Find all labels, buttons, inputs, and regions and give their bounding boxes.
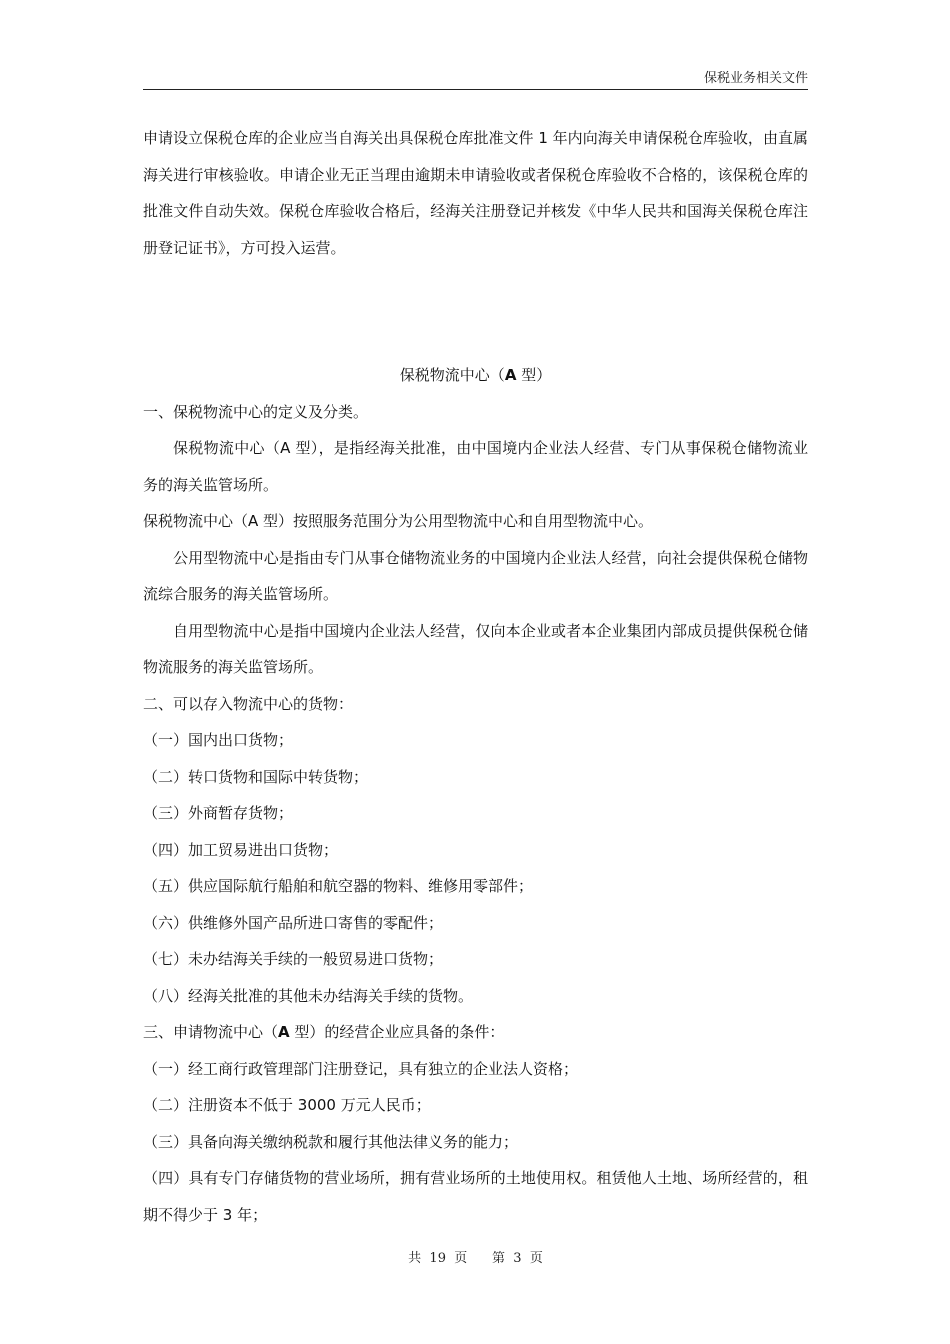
list-item: （三）具备向海关缴纳税款和履行其他法律义务的能力； — [143, 1132, 519, 1151]
part1-paragraph-4: 自用型物流中心是指中国境内企业法人经营，仅向本企业或者本企业集团内部成员提供保税仓储物流服务的海关监管场所。 — [143, 621, 808, 676]
list-item: （一）经工商行政管理部门注册登记，具有独立的企业法人资格； — [143, 1059, 579, 1078]
document-body — [143, 120, 808, 1233]
part1-paragraph-1: 保税物流中心（A 型），是指经海关批准，由中国境内企业法人经营、专门从事保税仓储物流业务的海关监管场所。 — [143, 439, 808, 494]
list-item: （四）加工贸易进出口货物； — [143, 840, 339, 859]
list-item: （六）供维修外国产品所进口寄售的零配件； — [143, 913, 444, 932]
part3-heading-bold: A — [278, 1023, 290, 1041]
section-title — [143, 357, 808, 394]
page-footer: 共 19 页 第 3 页 — [408, 1251, 543, 1266]
part2-heading: 二、可以存入物流中心的货物： — [143, 694, 354, 713]
section-spacer — [143, 266, 808, 357]
part1-heading: 一、保税物流中心的定义及分类。 — [143, 402, 369, 421]
part3-heading — [143, 1014, 808, 1051]
list-item: （五）供应国际航行船舶和航空器的物料、维修用零部件； — [143, 877, 534, 895]
list-item: （一）国内出口货物； — [143, 731, 294, 749]
part3-heading-suffix: 型）的经营企业应具备的条件： — [289, 1023, 505, 1041]
part1-paragraph-3: 公用型物流中心是指由专门从事仓储物流业务的中国境内企业法人经营，向社会提供保税仓储物流综合服务的海关监管场所。 — [143, 548, 808, 603]
header-title: 保税业务相关文件 — [703, 71, 808, 86]
list-item: （八）经海关批准的其他未办结海关手续的货物。 — [143, 986, 474, 1005]
part3-heading-prefix: 三、申请物流中心（ — [143, 1023, 279, 1041]
list-item: （三）外商暂存货物； — [143, 804, 294, 822]
part1-paragraph-2: 保税物流中心（A 型）按照服务范围分为公用型物流中心和自用型物流中心。 — [143, 512, 654, 530]
section-title-suffix: 型） — [516, 366, 552, 384]
list-item: （四）具有专门存储货物的营业场所，拥有营业场所的土地使用权。租赁他人土地、场所经营的，租期不得少于 3 年； — [143, 1169, 808, 1224]
list-item: （二）转口货物和国际中转货物； — [143, 767, 369, 786]
section-title-prefix: 保税物流中心（ — [399, 366, 505, 384]
page-header — [143, 70, 808, 90]
list-item: （二）注册资本不低于 3000 万元人民币； — [143, 1096, 431, 1114]
list-item: （七）未办结海关手续的一般贸易进口货物； — [143, 950, 444, 968]
section-title-bold: A — [504, 366, 517, 384]
header-divider — [143, 89, 808, 90]
intro-paragraph: 申请设立保税仓库的企业应当自海关出具保税仓库批准文件 1 年内向海关申请保税仓库验收，由直属海关进行审核验收。申请企业无正当理由逾期未申请验收或者保税仓库验收不合格的，该保税仓库的批准文件自动失效。保税仓库验收合格后，经海关注册登记并核发《中华人民共和国海关保税仓库注册登记证书》，方可投入运营。 — [143, 129, 808, 257]
